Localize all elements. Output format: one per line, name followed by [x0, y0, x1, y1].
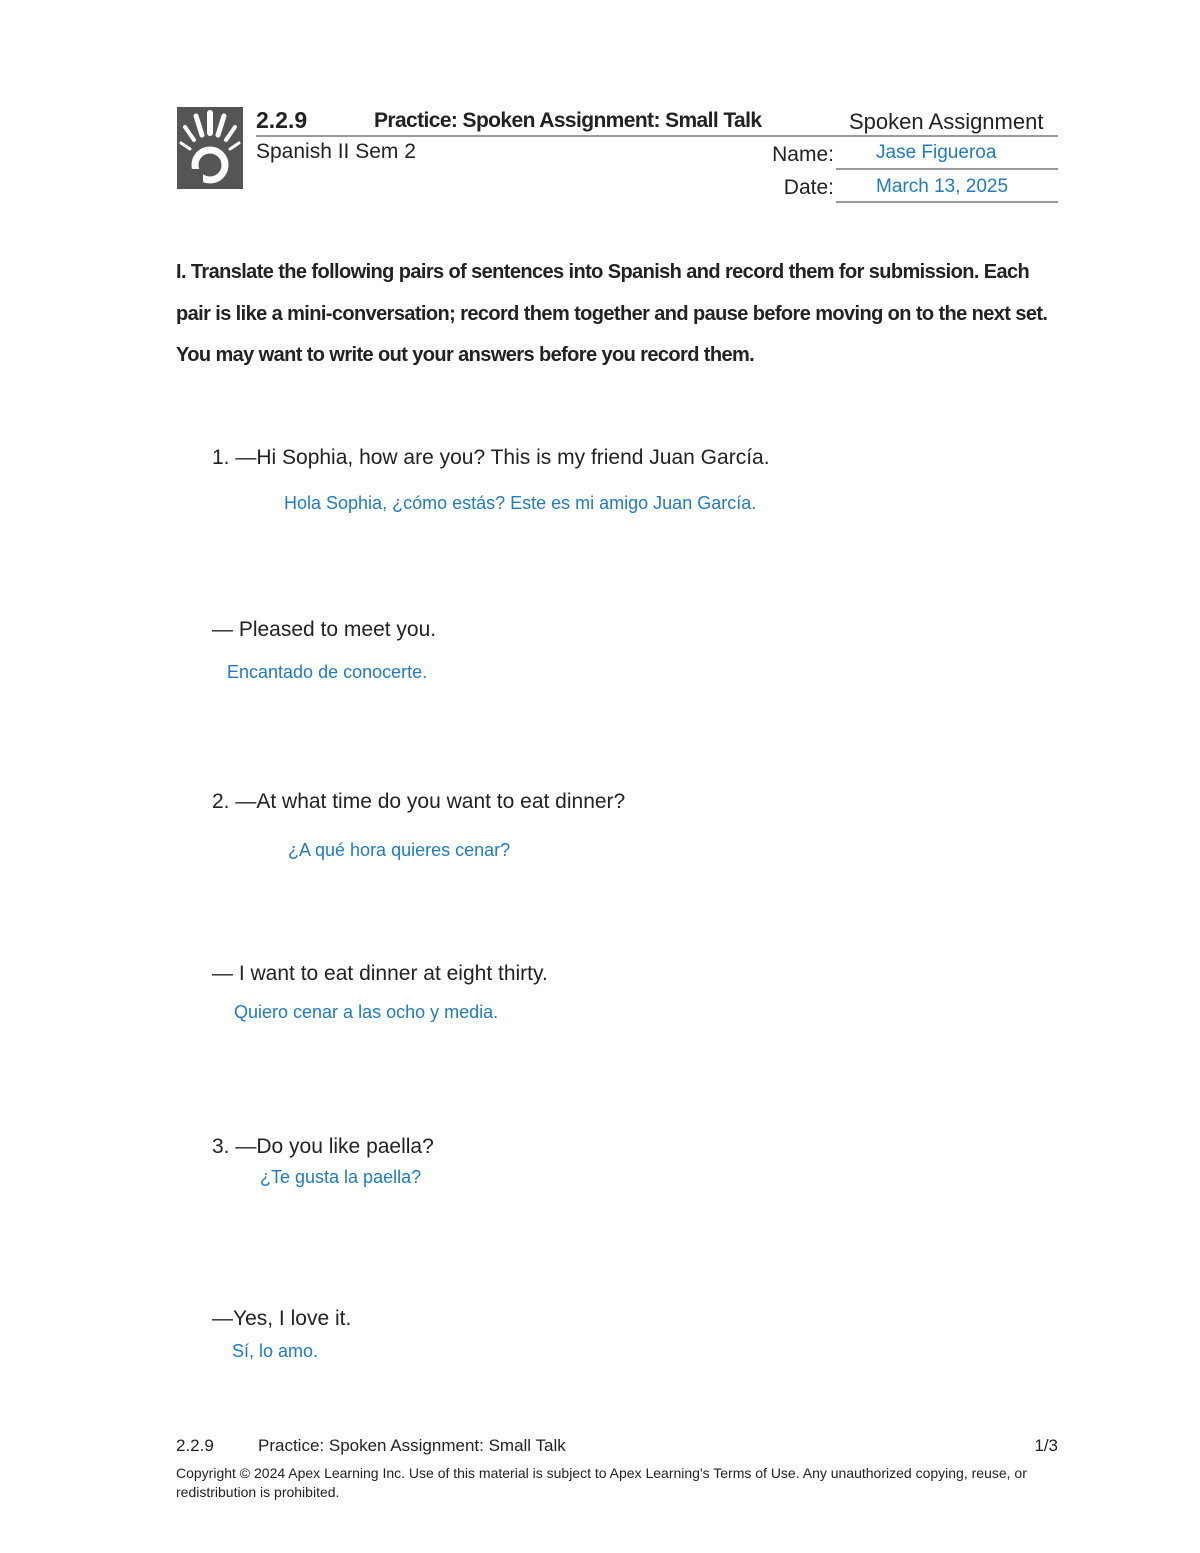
- prompt-2-response: — I want to eat dinner at eight thirty.: [212, 962, 548, 985]
- header-rule: [256, 135, 1058, 137]
- answer-1-response[interactable]: Encantado de conocerte.: [227, 662, 428, 682]
- name-field[interactable]: Jase Figueroa: [876, 142, 997, 163]
- date-field[interactable]: March 13, 2025: [876, 176, 1009, 197]
- page-number: 1/3: [1034, 1436, 1058, 1455]
- course-name: Spanish II Sem 2: [256, 140, 416, 163]
- answer-2[interactable]: ¿A qué hora quieres cenar?: [288, 840, 511, 860]
- answer-2-response[interactable]: Quiero cenar a las ocho y media.: [234, 1002, 499, 1022]
- prompt-1-response: — Pleased to meet you.: [212, 618, 437, 641]
- prompt-1: 1. —Hi Sophia, how are you? This is my friend Juan García.: [212, 446, 770, 469]
- assignment-title: Practice: Spoken Assignment: Small Talk: [374, 109, 762, 132]
- apex-learning-logo-icon: [177, 107, 243, 189]
- assignment-type: Spoken Assignment: [849, 109, 1044, 134]
- answer-1[interactable]: Hola Sophia, ¿cómo estás? Este es mi amigo Juan García.: [284, 493, 757, 513]
- date-label: Date:: [783, 176, 834, 199]
- footer-title: Practice: Spoken Assignment: Small Talk: [258, 1436, 566, 1455]
- prompt-3-response: —Yes, I love it.: [212, 1307, 352, 1330]
- prompt-2: 2. —At what time do you want to eat dinner?: [212, 790, 626, 813]
- instructions: I. Translate the following pairs of sentences into Spanish and record them for submission. Each pair is like a mini-conversation; record them together and pause before moving on to the next set. You may want to write out your answers before you record them.: [176, 261, 1048, 366]
- answer-3[interactable]: ¿Te gusta la paella?: [260, 1167, 422, 1187]
- answer-3-response[interactable]: Sí, lo amo.: [232, 1341, 319, 1361]
- footer-number: 2.2.9: [176, 1436, 214, 1455]
- name-label: Name:: [772, 143, 834, 166]
- name-underline: [836, 168, 1058, 170]
- copyright-notice: Copyright © 2024 Apex Learning Inc. Use of this material is subject to Apex Learning's Terms of Use. Any unauthorized copying, reuse, or redistribution is prohibited.: [176, 1465, 1027, 1500]
- date-underline: [836, 201, 1058, 203]
- prompt-3: 3. —Do you like paella?: [212, 1135, 434, 1158]
- assignment-number: 2.2.9: [256, 107, 308, 133]
